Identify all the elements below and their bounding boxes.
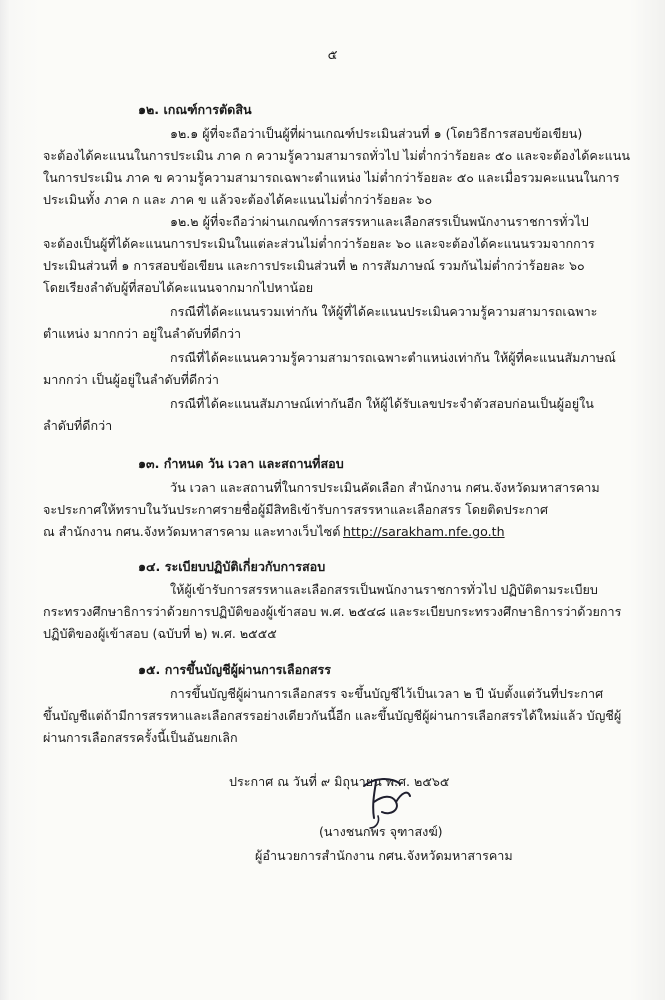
paragraph-line: ตำแหน่ง มากกว่า อยู่ในลำดับที่ดีกว่า	[43, 326, 242, 341]
website-link[interactable]: http://sarakham.nfe.go.th	[343, 524, 505, 539]
paragraph-line: วัน เวลา และสถานที่ในการประเมินคัดเลือก สำนักงาน กศน.จังหวัดมหาสารคาม	[170, 480, 600, 495]
paragraph-line: กระทรวงศึกษาธิการว่าด้วยการปฏิบัติของผู้เข้าสอบ พ.ศ. ๒๕๔๘ และระเบียบกระทรวงศึกษาธิการว่าด้วยการ	[43, 604, 622, 619]
paragraph-line: ในการประเมิน ภาค ข ความรู้ความสามารถเฉพาะตำแหน่ง ไม่ต่ำกว่าร้อยละ ๕๐ และเมื่อรวมคะแนนในการ	[43, 170, 620, 185]
paragraph-line: ให้ผู้เข้ารับการสรรหาและเลือกสรรเป็นพนักงานราชการทั่วไป ปฏิบัติตามระเบียบ	[170, 582, 598, 597]
paragraph-line: โดยเรียงลำดับผู้ที่สอบได้คะแนนจากมากไปหาน้อย	[43, 280, 314, 295]
paragraph-line: ประเมินทั้ง ภาค ก และ ภาค ข แล้วจะต้องได้คะแนนไม่ต่ำกว่าร้อยละ ๖๐	[43, 192, 433, 207]
paragraph-line: ๑๒.๑ ผู้ที่จะถือว่าเป็นผู้ที่ผ่านเกณฑ์ประเมินส่วนที่ ๑ (โดยวิธีการสอบข้อเขียน)	[170, 126, 583, 141]
section-13-heading: ๑๓. กำหนด วัน เวลา และสถานที่สอบ	[138, 456, 344, 471]
handwritten-signature	[356, 772, 416, 830]
paragraph-line: ผ่านการเลือกสรรครั้งนี้เป็นอันยกเลิก	[43, 730, 238, 745]
paragraph-line: มากกว่า เป็นผู้อยู่ในลำดับที่ดีกว่า	[43, 372, 219, 387]
page-number: ๕	[327, 48, 338, 63]
paragraph-line: ปฏิบัติของผู้เข้าสอบ (ฉบับที่ ๒) พ.ศ. ๒๕๕๕	[43, 626, 277, 641]
section-14-heading: ๑๔. ระเบียบปฏิบัติเกี่ยวกับการสอบ	[138, 559, 326, 574]
paragraph-line: จะต้องเป็นผู้ที่ได้คะแนนการประเมินในแต่ละส่วนไม่ต่ำกว่าร้อยละ ๖๐ และจะต้องได้คะแนนรวมจากการ	[43, 236, 595, 251]
paragraph-line: จะต้องได้คะแนนในการประเมิน ภาค ก ความรู้ความสามารถทั่วไป ไม่ต่ำกว่าร้อยละ ๕๐ และจะต้องได้คะแนน	[43, 148, 630, 163]
paragraph-line: ขึ้นบัญชีแต่ถ้ามีการสรรหาและเลือกสรรอย่างเดียวกันนี้อีก และขึ้นบัญชีผู้ผ่านการเลือกสรรได้ใหม่แล้ว บัญชีผู้	[43, 708, 622, 723]
paragraph-line: ๑๒.๒ ผู้ที่จะถือว่าผ่านเกณฑ์การสรรหาและเลือกสรรเป็นพนักงานราชการทั่วไป	[170, 214, 589, 229]
paragraph-line: การขึ้นบัญชีผู้ผ่านการเลือกสรร จะขึ้นบัญชีไว้เป็นเวลา ๒ ปี นับตั้งแต่วันที่ประกาศ	[170, 686, 604, 701]
section-12-heading: ๑๒. เกณฑ์การตัดสิน	[138, 102, 252, 117]
paragraph-line: ลำดับที่ดีกว่า	[43, 418, 113, 433]
signer-name: (นางชนกพร จุฑาสงฆ์)	[319, 824, 443, 839]
announce-date: ประกาศ ณ วันที่ ๙ มิถุนายน พ.ศ. ๒๕๖๕	[229, 774, 450, 789]
paragraph-line: กรณีที่ได้คะแนนสัมภาษณ์เท่ากันอีก ให้ผู้ได้รับเลขประจำตัวสอบก่อนเป็นผู้อยู่ใน	[170, 396, 594, 411]
paragraph-line: จะประกาศให้ทราบในวันประกาศรายชื่อผู้มีสิทธิเข้ารับการสรรหาและเลือกสรร โดยติดประกาศ	[43, 502, 548, 517]
signer-title: ผู้อำนวยการสำนักงาน กศน.จังหวัดมหาสารคาม	[255, 848, 513, 863]
paragraph-line: ณ สำนักงาน กศน.จังหวัดมหาสารคาม และทางเว็บไซต์	[43, 524, 341, 539]
section-15-heading: ๑๕. การขึ้นบัญชีผู้ผ่านการเลือกสรร	[138, 662, 331, 677]
paragraph-line: ประเมินส่วนที่ ๑ การสอบข้อเขียน และการประเมินส่วนที่ ๒ การสัมภาษณ์ รวมกันไม่ต่ำกว่าร้อยละ ๖๐	[43, 258, 585, 273]
paragraph-line: กรณีที่ได้คะแนนความรู้ความสามารถเฉพาะตำแหน่งเท่ากัน ให้ผู้ที่คะแนนสัมภาษณ์	[170, 350, 616, 365]
paragraph-line: กรณีที่ได้คะแนนรวมเท่ากัน ให้ผู้ที่ได้คะแนนประเมินความรู้ความสามารถเฉพาะ	[170, 304, 598, 319]
